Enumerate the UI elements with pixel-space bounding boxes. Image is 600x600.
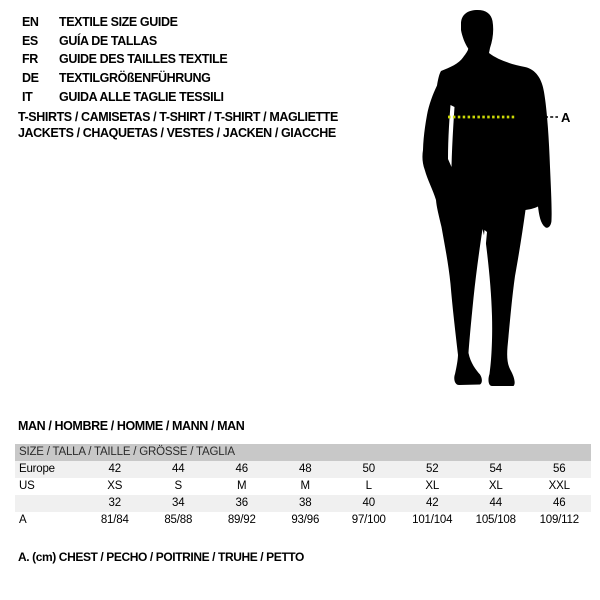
- language-code: ES: [22, 33, 38, 48]
- size-table-row: [15, 478, 591, 495]
- size-value-cell: 56: [553, 463, 566, 475]
- language-list: [22, 13, 227, 107]
- size-value-cell: 42: [426, 497, 439, 509]
- size-value-cell: 40: [362, 497, 375, 509]
- size-value-cell: 109/112: [539, 514, 579, 526]
- language-row: [22, 88, 227, 107]
- size-row-label: US: [19, 480, 35, 492]
- size-row-label: A: [19, 514, 27, 526]
- man-silhouette: [422, 10, 551, 386]
- language-label: TEXTILE SIZE GUIDE: [59, 15, 178, 29]
- language-label: GUIDE DES TAILLES TEXTILE: [59, 52, 228, 67]
- size-table: [15, 444, 591, 529]
- size-value-cell: 85/88: [164, 514, 193, 526]
- size-value-cell: 93/96: [291, 514, 320, 526]
- language-code: FR: [22, 52, 38, 67]
- language-row: [22, 32, 227, 51]
- language-label: GUÍA DE TALLAS: [59, 33, 157, 48]
- size-value-cell: 32: [108, 497, 121, 509]
- measurement-footnote: A. (cm) CHEST / PECHO / POITRINE / TRUHE / PETTO: [18, 550, 304, 564]
- size-value-cell: XXL: [548, 480, 570, 492]
- size-value-cell: 44: [489, 497, 502, 509]
- size-value-cell: 50: [362, 463, 375, 475]
- language-row: [22, 50, 227, 69]
- size-value-cell: 101/104: [412, 514, 453, 526]
- size-value-cell: 81/84: [100, 514, 129, 526]
- gender-heading: MAN / HOMBRE / HOMME / MANN / MAN: [18, 419, 245, 433]
- size-table-row: [15, 461, 591, 478]
- man-silhouette-svg: [410, 8, 575, 393]
- size-value-cell: XL: [488, 480, 503, 492]
- language-code: EN: [22, 15, 39, 29]
- size-value-cell: 42: [108, 463, 121, 475]
- size-table-row: [15, 512, 591, 529]
- size-table-row: [15, 495, 591, 512]
- size-value-cell: 48: [299, 463, 312, 475]
- man-silhouette-figure: [410, 8, 575, 393]
- language-label: GUIDA ALLE TAGLIE TESSILI: [59, 89, 224, 104]
- size-value-cell: 97/100: [351, 514, 386, 526]
- size-value-cell: S: [174, 480, 182, 492]
- category-line: T-SHIRTS / CAMISETAS / T-SHIRT / T-SHIRT / MAGLIETTE: [18, 110, 338, 124]
- size-value-cell: 44: [172, 463, 185, 475]
- size-value-cell: M: [300, 480, 310, 492]
- size-value-cell: L: [365, 480, 372, 492]
- size-value-cell: XS: [107, 480, 123, 492]
- size-row-label: Europe: [19, 463, 55, 475]
- size-value-cell: 34: [172, 497, 185, 509]
- language-code: DE: [22, 71, 39, 86]
- category-list: [18, 109, 338, 141]
- size-table-body: [15, 461, 591, 529]
- size-row-label: [15, 495, 83, 512]
- size-value-cell: 89/92: [227, 514, 256, 526]
- size-value-cell: 46: [235, 463, 248, 475]
- language-code: IT: [22, 89, 33, 104]
- language-row: [22, 13, 227, 32]
- language-label: TEXTILGRÖßENFÜHRUNG: [59, 71, 211, 86]
- measure-label-a: A: [561, 110, 571, 125]
- size-value-cell: 105/108: [475, 514, 516, 526]
- size-value-cell: M: [237, 480, 247, 492]
- size-value-cell: XL: [425, 480, 440, 492]
- size-value-cell: 46: [553, 497, 566, 509]
- size-value-cell: 52: [426, 463, 439, 475]
- size-value-cell: 36: [235, 497, 248, 509]
- size-value-cell: 38: [299, 497, 312, 509]
- size-table-header: SIZE / TALLA / TAILLE / GRÖSSE / TAGLIA: [15, 444, 591, 461]
- language-row: [22, 69, 227, 88]
- category-line: JACKETS / CHAQUETAS / VESTES / JACKEN / GIACCHE: [18, 126, 336, 140]
- size-value-cell: 54: [489, 463, 502, 475]
